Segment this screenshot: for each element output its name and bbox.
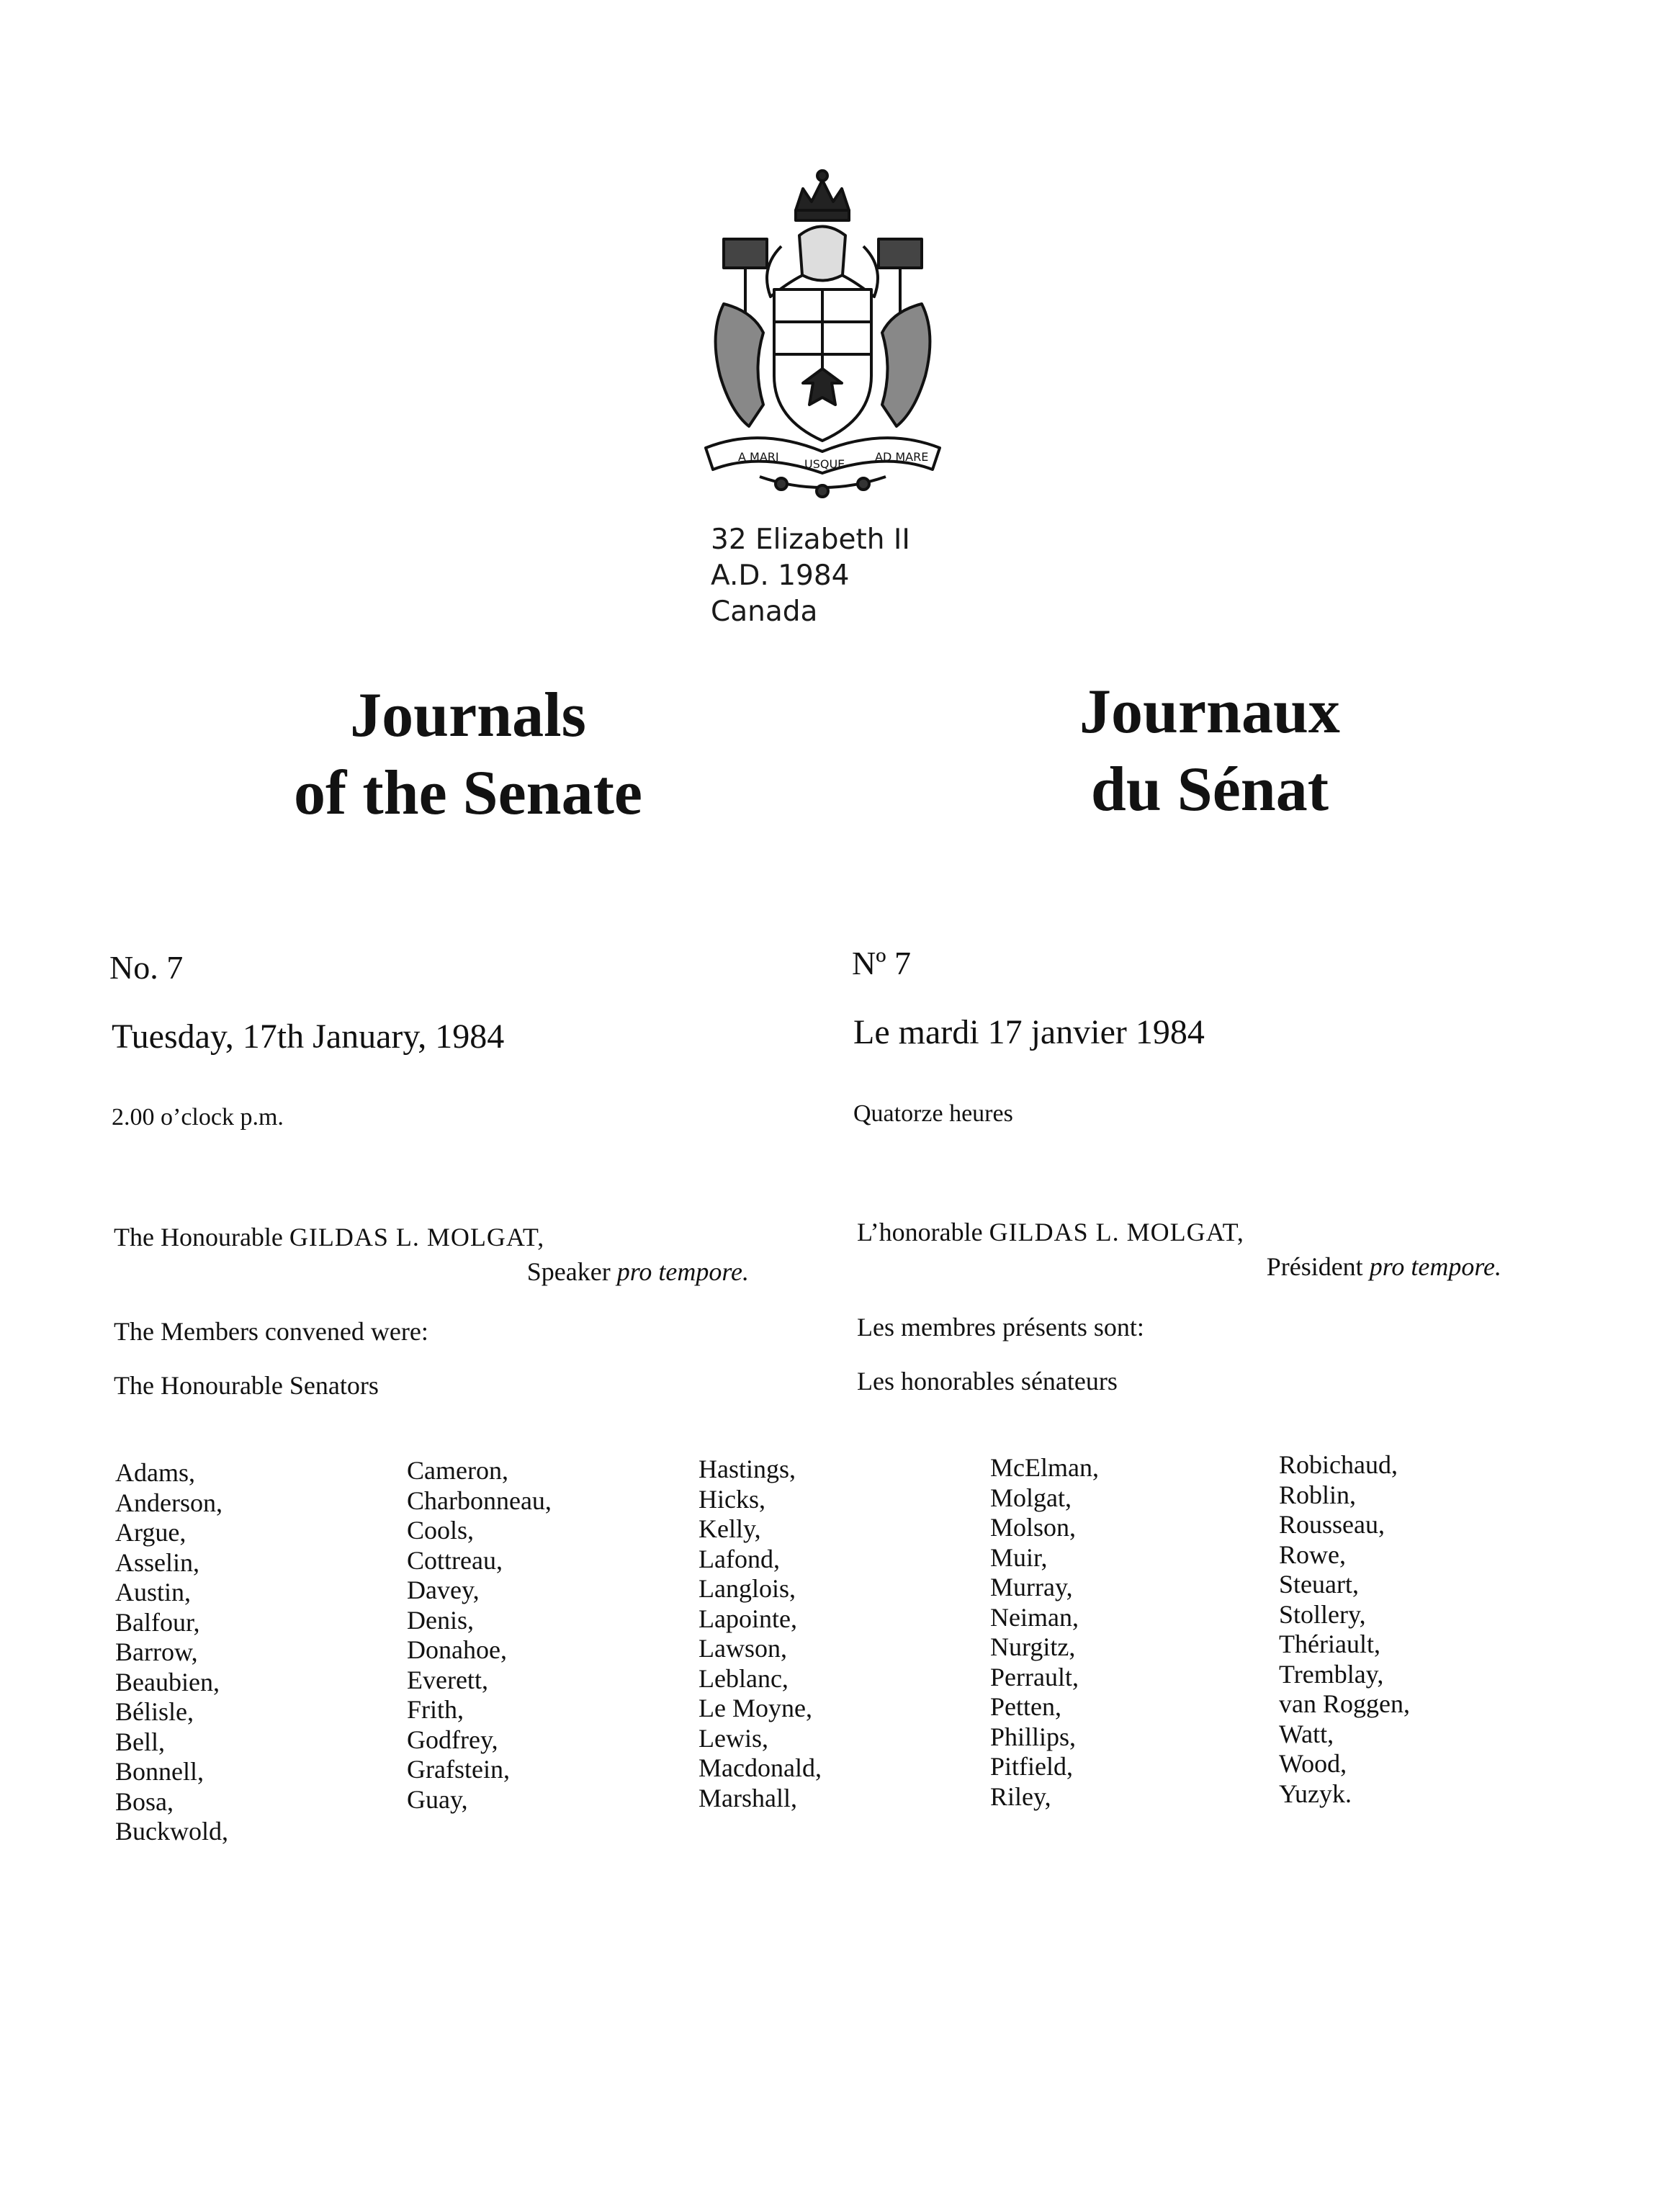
- english-speaker-role: Speaker: [526, 1257, 611, 1286]
- senator-name: Petten,: [990, 1692, 1061, 1721]
- senator-name: Watt,: [1279, 1719, 1334, 1748]
- senator-name: Bonnell,: [115, 1757, 204, 1786]
- french-title-line-1: Journaux: [1079, 677, 1340, 747]
- senator-name: Kelly,: [698, 1514, 761, 1543]
- english-senators-heading: The Honourable Senators: [114, 1371, 379, 1400]
- senator-name: Bosa,: [115, 1787, 174, 1816]
- senator-name: Godfrey,: [407, 1725, 498, 1754]
- french-speaker-title: [1080, 1250, 1501, 1283]
- senator-name: Molson,: [990, 1513, 1077, 1542]
- senators-column-1: [115, 1458, 228, 1847]
- motto-center: USQUE: [804, 457, 845, 471]
- senator-name: van Roggen,: [1279, 1689, 1410, 1718]
- french-speaker-role-italic: pro tempore.: [1369, 1252, 1501, 1281]
- english-members-convened: The Members convened were:: [114, 1317, 428, 1346]
- senators-column-4: [990, 1453, 1099, 1812]
- french-senators-heading: Les honorables sénateurs: [857, 1367, 1118, 1396]
- english-speaker-line: [114, 1221, 544, 1254]
- french-date: Le mardi 17 janvier 1984: [853, 1013, 1205, 1051]
- french-speaker-line: [857, 1215, 1244, 1249]
- french-speaker-role: Président: [1266, 1252, 1363, 1281]
- senator-name: Lapointe,: [698, 1604, 797, 1633]
- french-issue-number: Nº 7: [852, 945, 911, 981]
- french-title-line-2: du Sénat: [1090, 755, 1329, 824]
- senator-name: McElman,: [990, 1453, 1099, 1482]
- anno-domini: A.D. 1984: [711, 560, 850, 592]
- senator-name: Frith,: [407, 1695, 464, 1724]
- motto-right: AD MARE: [875, 450, 929, 464]
- senator-name: Hicks,: [698, 1484, 765, 1514]
- senators-column-5: [1279, 1450, 1410, 1809]
- senator-name: Rousseau,: [1279, 1510, 1385, 1539]
- senator-name: Rowe,: [1279, 1540, 1346, 1569]
- senator-name: Asselin,: [115, 1547, 199, 1577]
- french-speaker-name: GILDAS L. MOLGAT,: [989, 1218, 1244, 1246]
- english-speaker-name: GILDAS L. MOLGAT,: [289, 1223, 545, 1251]
- senator-name: Tremblay,: [1279, 1659, 1384, 1689]
- english-date: Tuesday, 17th January, 1984: [112, 1017, 505, 1056]
- senator-name: Riley,: [990, 1781, 1051, 1811]
- motto-left: A MARI: [738, 450, 779, 464]
- senator-name: Neiman,: [990, 1602, 1079, 1632]
- senator-name: Balfour,: [115, 1607, 200, 1637]
- senator-name: Roblin,: [1279, 1480, 1357, 1509]
- senator-name: Stollery,: [1279, 1599, 1366, 1629]
- senator-name: Macdonald,: [698, 1753, 822, 1782]
- english-title-line-1: Journals: [350, 680, 586, 750]
- french-sitting-time: Quatorze heures: [853, 1100, 1013, 1127]
- senator-name: Charbonneau,: [407, 1486, 552, 1515]
- english-title-line-2: of the Senate: [294, 758, 642, 828]
- english-title: [238, 677, 698, 832]
- english-sitting-time: 2.00 o’clock p.m.: [112, 1104, 284, 1131]
- senator-name: Anderson,: [115, 1488, 223, 1517]
- english-speaker-title: [360, 1255, 749, 1288]
- senator-name: Le Moyne,: [698, 1694, 812, 1722]
- senator-name: Cools,: [407, 1516, 475, 1545]
- senator-name: Davey,: [407, 1576, 480, 1604]
- senator-name: Barrow,: [115, 1637, 198, 1666]
- senator-name: Everett,: [407, 1665, 488, 1694]
- english-speaker-role-italic: pro tempore.: [616, 1257, 749, 1286]
- english-issue-number: No. 7: [109, 949, 184, 986]
- senator-name: Adams,: [115, 1458, 195, 1487]
- senator-name: Marshall,: [698, 1783, 797, 1812]
- french-members-convened: Les membres présents sont:: [857, 1313, 1144, 1342]
- senator-name: Lewis,: [698, 1723, 768, 1753]
- senator-name: Wood,: [1279, 1749, 1347, 1778]
- coat-of-arms-icon: [695, 167, 951, 498]
- senator-name: Langlois,: [698, 1574, 796, 1603]
- senator-name: Muir,: [990, 1542, 1048, 1572]
- regnal-year: 32 Elizabeth II: [711, 523, 910, 556]
- senator-name: Nurgitz,: [990, 1632, 1076, 1661]
- senator-name: Lawson,: [698, 1634, 787, 1663]
- senator-name: Guay,: [407, 1784, 468, 1814]
- senator-name: Grafstein,: [407, 1755, 510, 1784]
- senator-name: Hastings,: [698, 1455, 796, 1483]
- senator-name: Thériault,: [1279, 1630, 1380, 1658]
- senator-name: Denis,: [407, 1605, 474, 1635]
- senator-name: Steuart,: [1279, 1570, 1359, 1599]
- senator-name: Molgat,: [990, 1483, 1072, 1512]
- country: Canada: [711, 596, 818, 628]
- senator-name: Argue,: [115, 1518, 187, 1547]
- senators-column-2: [407, 1456, 552, 1815]
- senator-name: Perrault,: [990, 1662, 1079, 1691]
- senators-column-3: [698, 1455, 822, 1813]
- senator-name: Beaubien,: [115, 1667, 220, 1697]
- senator-name: Cottreau,: [407, 1545, 503, 1575]
- senator-name: Austin,: [115, 1578, 192, 1606]
- senator-name: Donahoe,: [407, 1635, 507, 1664]
- senator-name: Cameron,: [407, 1456, 508, 1485]
- regnal-year-block: [711, 522, 910, 630]
- senator-name: Buckwold,: [115, 1817, 228, 1846]
- english-speaker-prefix: The Honourable: [114, 1223, 283, 1251]
- senator-name: Phillips,: [990, 1722, 1077, 1751]
- senator-name: Yuzyk.: [1279, 1779, 1352, 1808]
- senator-name: Robichaud,: [1279, 1450, 1398, 1479]
- senator-name: Bélisle,: [115, 1697, 194, 1726]
- senator-name: Pitfield,: [990, 1752, 1073, 1781]
- french-speaker-prefix: L’honorable: [857, 1218, 983, 1246]
- senator-name: Murray,: [990, 1573, 1073, 1601]
- senator-name: Leblanc,: [698, 1663, 789, 1693]
- senator-name: Bell,: [115, 1727, 165, 1756]
- senator-name: Lafond,: [698, 1544, 780, 1573]
- french-title: [1015, 673, 1404, 829]
